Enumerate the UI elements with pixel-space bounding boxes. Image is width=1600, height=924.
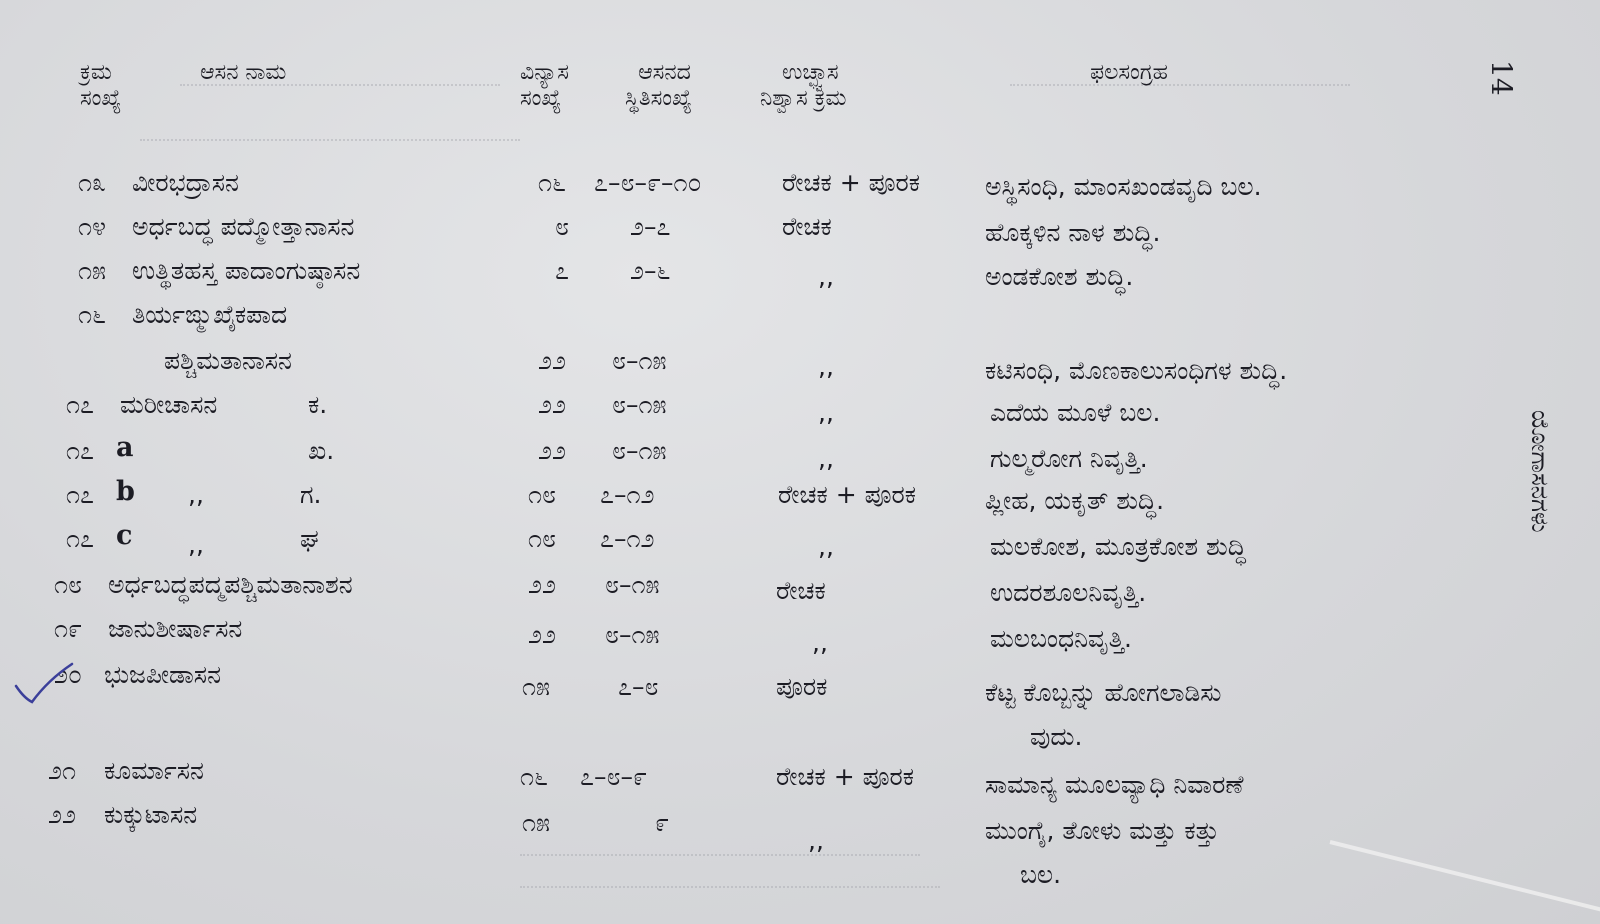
asana-name: ಜಾನುಶೀರ್ಷಾಸನ <box>108 614 243 643</box>
vinyasa-count: ೧೫ <box>522 808 551 837</box>
bleed-through-mark <box>1010 70 1350 86</box>
benefit-continuation: ವುದು. <box>1030 722 1083 751</box>
asana-name: ಪಶ್ಚಿಮತಾನಾಸನ <box>164 346 292 375</box>
asana-name: ಉತ್ಥಿತಹಸ್ತ ಪಾದಾಂಗುಷ್ಠಾಸನ <box>132 256 361 285</box>
vinyasa-count: ೨೨ <box>538 390 567 419</box>
row-number: ೧೭ <box>66 480 95 509</box>
variant-label: ಕ. <box>308 390 328 419</box>
vinyasa-count: ೨೨ <box>528 620 557 649</box>
sthiti-count: ೭–೮–೯–೧೦ <box>594 168 702 197</box>
breath-method: ,, <box>812 628 828 657</box>
breath-method: ರೇಚಕ + ಪೂರಕ <box>782 168 920 197</box>
row-number: ೧೭ <box>66 390 95 419</box>
breath-method: ರೇಚಕ <box>776 576 826 605</box>
sthiti-count: ೭–೮–೯ <box>580 762 648 791</box>
benefit: ಕೆಟ್ಟ ಕೊಬ್ಬನ್ನು ಹೋಗಲಾಡಿಸು <box>985 678 1222 707</box>
bleed-through-mark <box>520 840 920 856</box>
sthiti-count: ೮–೧೫ <box>605 570 660 599</box>
asana-name: ಅರ್ಧಬದ್ಧಪದ್ಮಪಶ್ಚಿಮತಾನಾಶನ <box>108 570 353 599</box>
benefit: ಮಲಕೋಶ, ಮೂತ್ರಕೋಶ ಶುದ್ಧಿ <box>990 532 1246 561</box>
breath-method: ,, <box>818 262 834 291</box>
sthiti-count: ೨–೭ <box>630 212 671 241</box>
page-number: 14 <box>1485 60 1518 96</box>
row-number: ೨೨ <box>48 800 77 829</box>
row-number: ೧೭ <box>66 436 95 465</box>
breath-method: ಪೂರಕ <box>776 672 828 701</box>
sthiti-count: ೭–೮ <box>618 672 659 701</box>
vinyasa-count: ೨೨ <box>538 346 567 375</box>
header-asanada: ಆಸನದ ಸ್ಥಿತಿಸಂಖ್ಯೆ <box>625 60 692 111</box>
breath-method: ,, <box>818 352 834 381</box>
sthiti-count: ೭–೧೨ <box>600 480 655 509</box>
sthiti-count: ೮–೧೫ <box>612 390 667 419</box>
vinyasa-count: ೧೮ <box>528 524 557 553</box>
vinyasa-count: ೧೬ <box>520 762 549 791</box>
benefit: ಎದೆಯ ಮೂಳೆ ಬಲ. <box>990 398 1161 427</box>
benefit-continuation: ಬಲ. <box>1020 860 1062 889</box>
variant-label: ಘ <box>300 524 319 553</box>
row-number: ೧೭ <box>66 524 95 553</box>
row-number: ೧೬ <box>78 300 107 329</box>
sthiti-count: ೯ <box>655 808 670 837</box>
asana-name: ಮರೀಚಾಸನ <box>120 390 218 419</box>
variant-letter: a <box>116 432 134 463</box>
variant-label: ಗ. <box>300 480 322 509</box>
benefit: ಮುಂಗೈ, ತೋಳು ಮತ್ತು ಕತ್ತು <box>985 816 1219 845</box>
breath-method: ,, <box>818 532 834 561</box>
vinyasa-count: ೧೬ <box>538 168 567 197</box>
benefit: ಉದರಶೂಲನಿವೃತ್ತಿ. <box>990 578 1147 607</box>
row-number: ೧೪ <box>78 212 107 241</box>
header-phala: ಫಲಸಂಗ್ರಹ <box>1090 60 1168 85</box>
breath-method: ರೇಚಕ + ಪೂರಕ <box>778 480 916 509</box>
header-asana-nama: ಆಸನ ನಾಮ <box>200 60 287 85</box>
benefit: ಅಸ್ಥಿಸಂಧಿ, ಮಾಂಸಖಂಡವೃದಿ ಬಲ. <box>985 172 1262 201</box>
sthiti-count: ೨–೬ <box>630 256 671 285</box>
header-krama: ಕ್ರಮ ಸಂಖ್ಯೆ <box>80 60 122 111</box>
sthiti-count: ೮–೧೫ <box>612 346 667 375</box>
vinyasa-count: ೨೨ <box>538 436 567 465</box>
breath-method: ರೇಚಕ <box>782 212 832 241</box>
ditto-mark: ,, <box>188 530 204 559</box>
benefit: ಅಂಡಕೋಶ ಶುದ್ಧಿ. <box>985 262 1134 291</box>
vinyasa-count: ೧೮ <box>528 480 557 509</box>
variant-letter: b <box>116 476 135 507</box>
row-number: ೧೩ <box>78 168 107 197</box>
running-title: ಯೋಗಾಸನಗಳು <box>1526 410 1554 533</box>
breath-method: ,, <box>818 444 834 473</box>
benefit: ಸಾಮಾನ್ಯ ಮೂಲವ್ಯಾಧಿ ನಿವಾರಣೆ <box>985 770 1244 799</box>
benefit: ಪ್ಲೀಹ, ಯಕೃತ್ ಶುದ್ಧಿ. <box>985 486 1165 515</box>
vinyasa-count: ೨೨ <box>528 570 557 599</box>
asana-name: ಕೂರ್ಮಾಸನ <box>104 756 204 785</box>
row-number: ೧೮ <box>54 570 83 599</box>
benefit: ಕಟಿಸಂಧಿ, ಮೊಣಕಾಲುಸಂಧಿಗಳ ಶುದ್ಧಿ. <box>985 356 1288 385</box>
asana-name: ವೀರಭದ್ರಾಸನ <box>132 168 239 197</box>
benefit: ಮಲಬಂಧನಿವೃತ್ತಿ. <box>990 624 1132 653</box>
row-number: ೧೫ <box>78 256 107 285</box>
row-number: ೨೦ <box>54 660 83 689</box>
row-number: ೨೧ <box>48 756 77 785</box>
sthiti-count: ೭–೧೨ <box>600 524 655 553</box>
vinyasa-count: ೭ <box>555 256 570 285</box>
asana-name: ತಿರ್ಯಙ್ಮುಖೈಕಪಾದ <box>132 300 288 329</box>
breath-method: ,, <box>818 398 834 427</box>
header-uchchvasa: ಉಚ್ಛ್ವಾಸ ನಿಶ್ವಾಸ ಕ್ರಮ <box>760 60 847 111</box>
header-vinyasa: ವಿನ್ಯಾಸ ಸಂಖ್ಯೆ <box>520 60 569 111</box>
asana-name: ಅರ್ಧಬದ್ಧ ಪದ್ಮೋತ್ತಾನಾಸನ <box>132 212 355 241</box>
asana-name: ಕುಕ್ಕುಟಾಸನ <box>104 800 198 829</box>
breath-method: ,, <box>808 826 824 855</box>
row-number: ೧೯ <box>54 614 83 643</box>
check-mark-icon <box>14 660 74 710</box>
variant-label: ಖ. <box>308 436 335 465</box>
asana-name: ಭುಜಪೀಡಾಸನ <box>104 660 221 689</box>
bleed-through-mark <box>520 872 940 888</box>
sthiti-count: ೮–೧೫ <box>612 436 667 465</box>
breath-method: ರೇಚಕ + ಪೂರಕ <box>776 762 914 791</box>
ditto-mark: ,, <box>188 480 204 509</box>
vinyasa-count: ೮ <box>555 212 570 241</box>
sthiti-count: ೮–೧೫ <box>605 620 660 649</box>
vinyasa-count: ೧೫ <box>522 672 551 701</box>
benefit: ಹೊಕ್ಕಳಿನ ನಾಳ ಶುದ್ಧಿ. <box>985 218 1161 247</box>
benefit: ಗುಲ್ಮರೋಗ ನಿವೃತ್ತಿ. <box>990 444 1148 473</box>
bleed-through-mark <box>140 125 520 141</box>
variant-letter: c <box>116 520 133 551</box>
